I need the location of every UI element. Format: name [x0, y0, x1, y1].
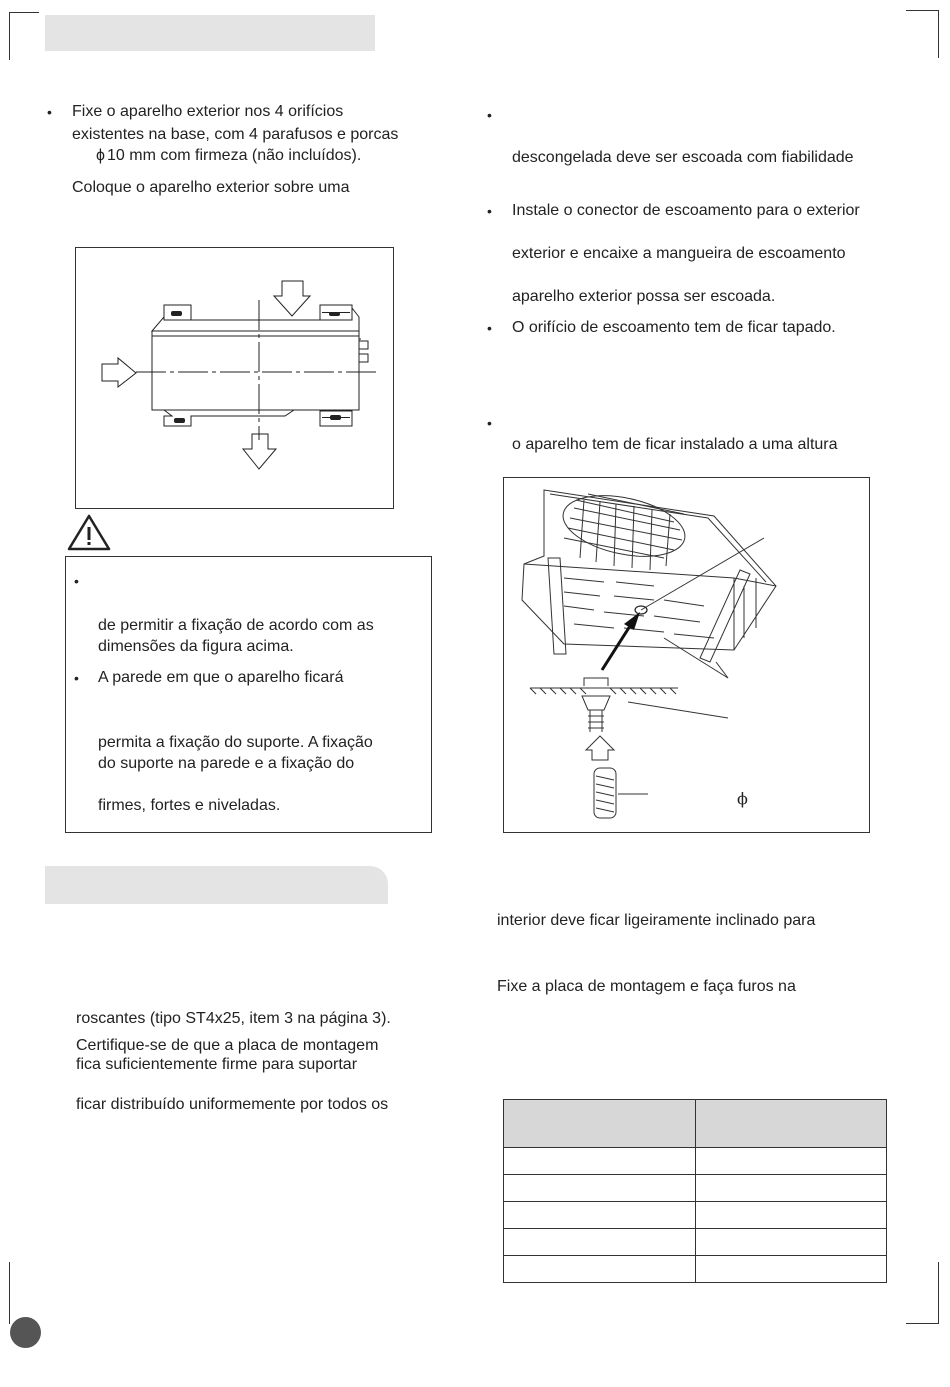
spec-table: [503, 1099, 887, 1283]
table-header-cell: [504, 1100, 696, 1148]
figure-phi-symbol: ϕ: [737, 789, 748, 808]
phi-symbol: ϕ: [96, 147, 105, 164]
table-cell: [696, 1202, 887, 1229]
table-row: [504, 1175, 887, 1202]
table-cell: [504, 1175, 696, 1202]
drain-line-2: Instale o conector de escoamento para o exterior: [512, 202, 860, 219]
crop-mark-top-left-v: [9, 12, 10, 60]
warning-line-5: do suporte na parede e a fixação do: [98, 755, 355, 772]
warning-line-6: firmes, fortes e niveladas.: [98, 797, 281, 814]
table-cell: [504, 1148, 696, 1175]
warning-triangle-icon: [67, 513, 111, 551]
drain-bullet-2: •: [487, 203, 492, 219]
warning-box: [65, 556, 432, 833]
lower-line-1: interior deve ficar ligeiramente inclinado para: [497, 912, 816, 929]
crop-mark-top-right-h: [906, 10, 939, 11]
section2-line-3: fica suficientemente firme para suportar: [76, 1056, 358, 1073]
drain-line-6: o aparelho tem de ficar instalado a uma altura: [512, 436, 838, 453]
section-header-bar-top: [45, 15, 375, 51]
crop-mark-bottom-left-v: [9, 1262, 10, 1324]
unit-base-figure: [75, 247, 394, 509]
drain-line-5: O orifício de escoamento tem de ficar tapado.: [512, 319, 836, 336]
table-header-row: [504, 1100, 887, 1148]
drain-joint-figure: [503, 477, 870, 833]
table-cell: [696, 1229, 887, 1256]
crop-mark-bottom-right-h: [906, 1323, 939, 1324]
drain-bullet-3: •: [487, 320, 492, 336]
table-row: [504, 1148, 887, 1175]
page-number-disc: [10, 1317, 41, 1348]
table-cell: [696, 1148, 887, 1175]
section2-line-2: Certifique-se de que a placa de montagem: [76, 1037, 379, 1054]
warning-line-1: de permitir a fixação de acordo com as: [98, 617, 374, 634]
table-cell: [504, 1229, 696, 1256]
drain-line-3: exterior e encaixe a mangueira de escoamento: [512, 245, 846, 262]
warning-line-2: dimensões da figura acima.: [98, 638, 294, 655]
table-header-cell: [696, 1100, 887, 1148]
lower-line-2: Fixe a placa de montagem e faça furos na: [497, 978, 796, 995]
table-row: [504, 1202, 887, 1229]
warning-bullet-2: •: [74, 670, 79, 686]
table-row: [504, 1229, 887, 1256]
intro-line-3: 10 mm com firmeza (não incluídos).: [107, 147, 362, 164]
crop-mark-top-left-h: [9, 12, 39, 13]
drain-bullet-1: •: [487, 107, 492, 123]
intro-line-4: Coloque o aparelho exterior sobre uma: [72, 179, 350, 196]
warning-line-4: permita a fixação do suporte. A fixação: [98, 734, 373, 751]
table-cell: [696, 1256, 887, 1283]
crop-mark-top-right-v: [938, 10, 939, 58]
intro-line-2: existentes na base, com 4 parafusos e porcas: [72, 126, 399, 143]
drain-line-4: aparelho exterior possa ser escoada.: [512, 288, 776, 305]
intro-line-1: Fixe o aparelho exterior nos 4 orifícios: [72, 103, 344, 120]
table-cell: [696, 1175, 887, 1202]
crop-mark-bottom-right-v: [938, 1262, 939, 1324]
section2-line-1: roscantes (tipo ST4x25, item 3 na página 3).: [76, 1010, 391, 1027]
warning-bullet-1: •: [74, 573, 79, 589]
table-cell: [504, 1202, 696, 1229]
section2-line-4: ficar distribuído uniformemente por todos os: [76, 1096, 389, 1113]
drain-line-1: descongelada deve ser escoada com fiabilidade: [512, 149, 854, 166]
drain-bullet-4: •: [487, 415, 492, 431]
table-cell: [504, 1256, 696, 1283]
warning-line-3: A parede em que o aparelho ficará: [98, 669, 344, 686]
bullet-marker: •: [47, 104, 52, 120]
table-row: [504, 1256, 887, 1283]
section-header-bar-middle: [45, 866, 388, 904]
